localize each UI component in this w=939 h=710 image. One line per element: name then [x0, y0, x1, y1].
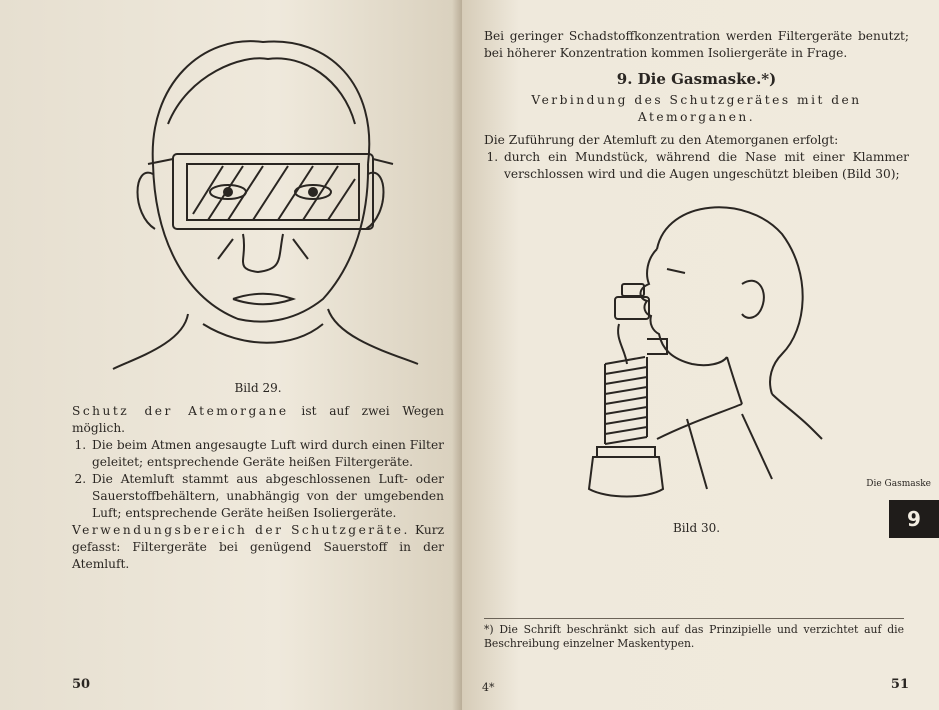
section-intro: Die Zuführung der Atemluft zu den Atemorganen erfolgt:	[484, 133, 839, 147]
section-tab[interactable]	[889, 500, 939, 538]
list-item: 1. durch ein Mundstück, während die Nase mit einer Klammer verschlossen wird und die Augen ungeschützt bleiben (Bild 30);	[502, 149, 909, 183]
protection-methods-list	[72, 437, 444, 522]
list-item: 1. Die beim Atmen angesaugte Luft wird durch einen Filter geleitet; entsprechende Geräte heißen Filtergeräte.	[90, 437, 444, 471]
figure-29-caption: Bild 29.	[234, 381, 282, 395]
footnote: *) Die Schrift beschränkt sich auf das Prinzipielle und verzichtet auf die Beschreibung einzelner Maskentypen.	[484, 618, 904, 651]
intro-heading: Schutz der Atemorgane	[72, 404, 289, 418]
list-item: 2. Die Atemluft stammt aus abgeschlossenen Luft- oder Sauerstoffbehältern, unabhängig von der umgebenden Luft; entsprechende Geräte heißen Isoliergeräte.	[90, 471, 444, 522]
page-number-right: 51	[890, 677, 909, 692]
left-page	[0, 0, 462, 710]
section-subheading: Verbindung des Schutzgerätes mit den Atemorganen.	[531, 93, 862, 124]
figure-30-caption: Bild 30.	[672, 521, 721, 535]
supply-methods-list	[484, 149, 909, 183]
top-paragraph: Bei geringer Schadstoffkonzentration werden Filtergeräte benutzt; bei höherer Konzentration kommen Isoliergeräte in Frage.	[484, 29, 909, 60]
usage-text: Kurz gefasst: Filtergeräte bei genügend Sauerstoff in der Atemluft.	[72, 523, 444, 571]
signature-mark: 4*	[482, 681, 495, 694]
section-tab-number: 9	[907, 507, 921, 531]
figure-29-face-with-goggles	[93, 14, 423, 379]
usage-heading: Verwendungsbereich der Schutzgeräte.	[72, 523, 410, 537]
usage-paragraph	[72, 522, 444, 573]
section-heading: 9. Die Gasmaske.*)	[616, 70, 777, 88]
figure-30-head-with-mouthpiece	[567, 189, 827, 519]
intro-paragraph	[72, 403, 444, 437]
page-number-left: 50	[72, 677, 91, 692]
intro-text: ist auf zwei Wegen möglich.	[72, 404, 444, 435]
side-tab-label: Die Gasmaske	[866, 479, 931, 489]
right-page	[462, 0, 939, 710]
